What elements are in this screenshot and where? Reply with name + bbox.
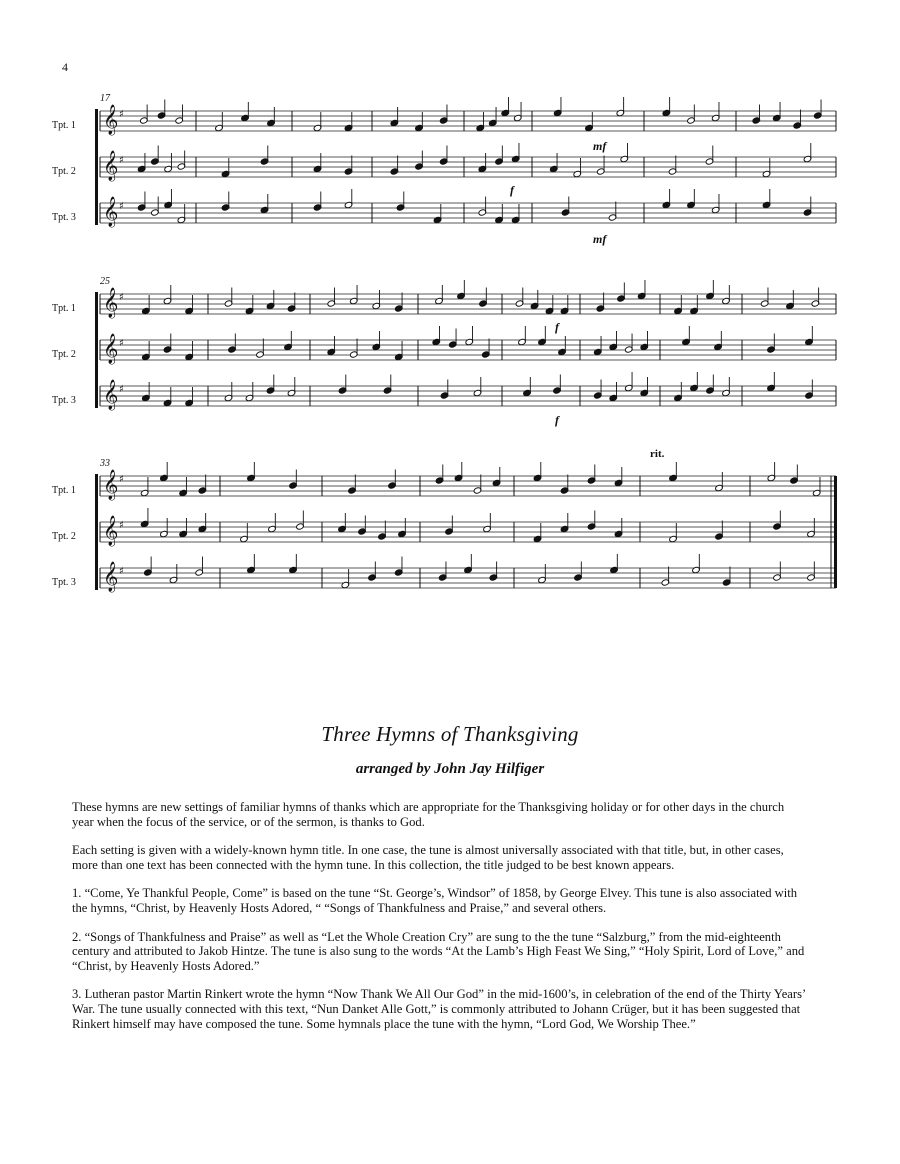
sharp-icon: ♯ (119, 474, 124, 485)
measure-number: 33 (100, 458, 110, 469)
dynamic-f: f (510, 183, 514, 197)
part-label-tpt2: Tpt. 2 (52, 349, 76, 360)
paragraph: 3. Lutheran pastor Martin Rinkert wrote the hymn “Now Thank We All Our God” in the mid-1600’s, in celebration of the end of the Thirty Years’ War. The tune usually connected with this text, “Nun Danket Alle Gott,” is commonly attributed to Johann Crüger, but it has been suggested that Rinkert himself may have composed the tune. Some hymnals place the tune with the hymn, “Lord God, We Worship Thee.” (72, 987, 806, 1031)
score-system-1 (0, 95, 900, 255)
part-label-tpt2: Tpt. 2 (52, 166, 76, 177)
sharp-icon: ♯ (119, 566, 124, 577)
paragraph: Each setting is given with a widely-known hymn title. In one case, the tune is almost universally associated with that title, but, in other cases, more than one text has been connected with the hymn tune. In this collection, the title judged to be best known appears. (72, 843, 784, 872)
dynamic-f: f (555, 320, 559, 334)
treble-clef-icon: 𝄞 (103, 105, 119, 135)
part-label-tpt3: Tpt. 3 (52, 395, 76, 406)
staff-lines (0, 95, 900, 255)
paragraph: These hymns are new settings of familiar hymns of thanks which are appropriate for the Thanksgiving holiday or for other days in the church year when the focus of the service, or of the sermon, is thanks to God. (72, 800, 785, 829)
sharp-icon: ♯ (119, 338, 124, 349)
score-system-2 (0, 278, 900, 438)
sharp-icon: ♯ (119, 155, 124, 166)
staff-lines (0, 460, 900, 620)
page-number: 4 (62, 60, 68, 74)
dynamic-f: f (555, 413, 559, 427)
part-label-tpt1: Tpt. 1 (52, 120, 76, 131)
treble-clef-icon: 𝄞 (103, 562, 119, 592)
staff-lines (0, 278, 900, 438)
part-label-tpt1: Tpt. 1 (52, 485, 76, 496)
ritardando-marking: rit. (650, 448, 665, 460)
treble-clef-icon: 𝄞 (103, 380, 119, 410)
measure-number: 25 (100, 276, 110, 287)
treble-clef-icon: 𝄞 (103, 151, 119, 181)
score-system-3 (0, 448, 900, 620)
page-title: Three Hymns of Thanksgiving (321, 722, 579, 746)
sharp-icon: ♯ (119, 384, 124, 395)
part-label-tpt2: Tpt. 2 (52, 531, 76, 542)
treble-clef-icon: 𝄞 (103, 288, 119, 318)
part-label-tpt3: Tpt. 3 (52, 577, 76, 588)
program-notes (72, 800, 807, 1045)
treble-clef-icon: 𝄞 (103, 334, 119, 364)
paragraph: 1. “Come, Ye Thankful People, Come” is based on the tune “St. George’s, Windsor” of 1858, by George Elvey. This tune is also associated with the hymns, “Christ, by Heavenly Hosts Adored, “ “Songs of Thankfulness and Praise,” and several others. (72, 886, 798, 915)
sharp-icon: ♯ (119, 201, 124, 212)
treble-clef-icon: 𝄞 (103, 516, 119, 546)
arranger-credit: arranged by John Jay Hilfiger (355, 761, 545, 777)
part-label-tpt3: Tpt. 3 (52, 212, 76, 223)
sharp-icon: ♯ (119, 520, 124, 531)
dynamic-mf: mf (593, 139, 607, 153)
treble-clef-icon: 𝄞 (103, 470, 119, 500)
part-label-tpt1: Tpt. 1 (52, 303, 76, 314)
sharp-icon: ♯ (119, 109, 124, 120)
dynamic-mf: mf (593, 232, 607, 246)
treble-clef-icon: 𝄞 (103, 197, 119, 227)
sharp-icon: ♯ (119, 292, 124, 303)
measure-number: 17 (100, 93, 110, 104)
paragraph: 2. “Songs of Thankfulness and Praise” as well as “Let the Whole Creation Cry” are sung to the the tune “Salzburg,” from the mid-eighteenth century and attributed to Jakob Hintze. The tune is also sung to the words “At the Lamb’s High Feast We Sing,” “Holy Spirit, Lord of Love,” and “Christ, by Heavenly Hosts Adored.” (72, 929, 805, 973)
